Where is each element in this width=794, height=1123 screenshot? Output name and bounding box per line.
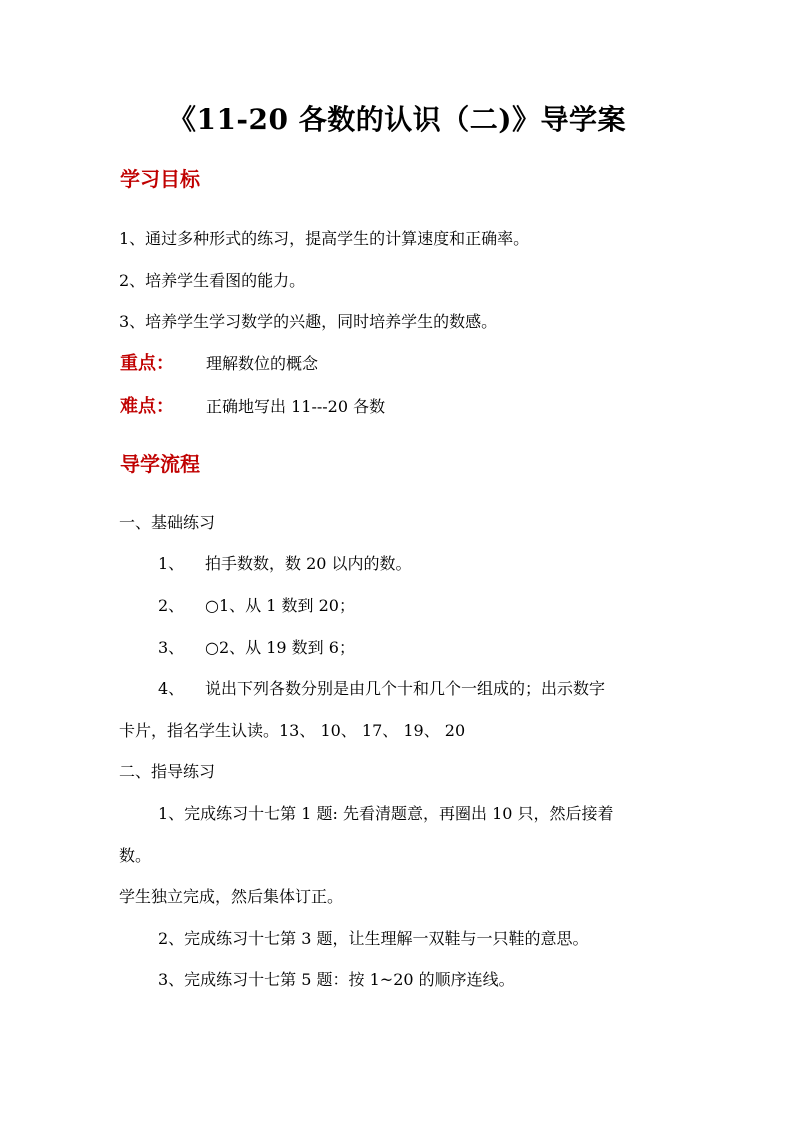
list-item: [158, 676, 605, 699]
section-2-item-3: 3、完成练习十七第 5 题：按 1~20 的顺序连线。: [158, 970, 515, 989]
difficulty-text: 正确地写出 11---20 各数: [206, 397, 386, 416]
section-2-item-1: 1、完成练习十七第 1 题: 先看清题意，再圈出 10 只，然后接着: [158, 804, 614, 823]
objective-item-1: 1、通过多种形式的练习，提高学生的计算速度和正确率。: [119, 229, 530, 248]
list-item-text: 拍手数数，数 20 以内的数。: [205, 554, 412, 573]
key-point-row: [120, 349, 318, 375]
section-1-title: 一、基础练习: [119, 513, 216, 532]
list-item-index: 1、: [158, 554, 185, 573]
list-item-text: 说出下列各数分别是由几个十和几个一组成的；出示数字: [205, 679, 606, 698]
objectives-heading: 学习目标: [120, 167, 200, 191]
list-item-text: ○1、从 1 数到 20；: [205, 596, 355, 615]
key-point-label: 重点：: [120, 353, 174, 374]
list-item-text: ○2、从 19 数到 6；: [205, 638, 355, 657]
objective-item-3: 3、培养学生学习数学的兴趣，同时培养学生的数感。: [119, 312, 498, 331]
difficulty-label: 难点：: [120, 396, 174, 417]
list-item: [158, 635, 355, 658]
difficulty-row: [120, 392, 385, 418]
section-2-note: 学生独立完成，然后集体订正。: [119, 887, 344, 906]
list-item-index: 4、: [158, 679, 185, 698]
page-title: 《11-20 各数的认识（二)》导学案: [167, 103, 627, 136]
section-2-item-2: 2、完成练习十七第 3 题，让生理解一双鞋与一只鞋的意思。: [158, 929, 589, 948]
list-item: [158, 593, 355, 616]
list-item-index: 3、: [158, 638, 185, 657]
section-2-item-1-continued: 数。: [119, 846, 152, 865]
list-item: [158, 551, 412, 574]
list-item-index: 2、: [158, 596, 185, 615]
key-point-text: 理解数位的概念: [206, 354, 319, 373]
objective-item-2: 2、培养学生看图的能力。: [119, 271, 306, 290]
list-item-continued: 卡片，指名学生认读。13、 10、 17、 19、 20: [119, 721, 466, 740]
process-heading: 导学流程: [120, 452, 200, 476]
section-2-title: 二、指导练习: [119, 762, 216, 781]
